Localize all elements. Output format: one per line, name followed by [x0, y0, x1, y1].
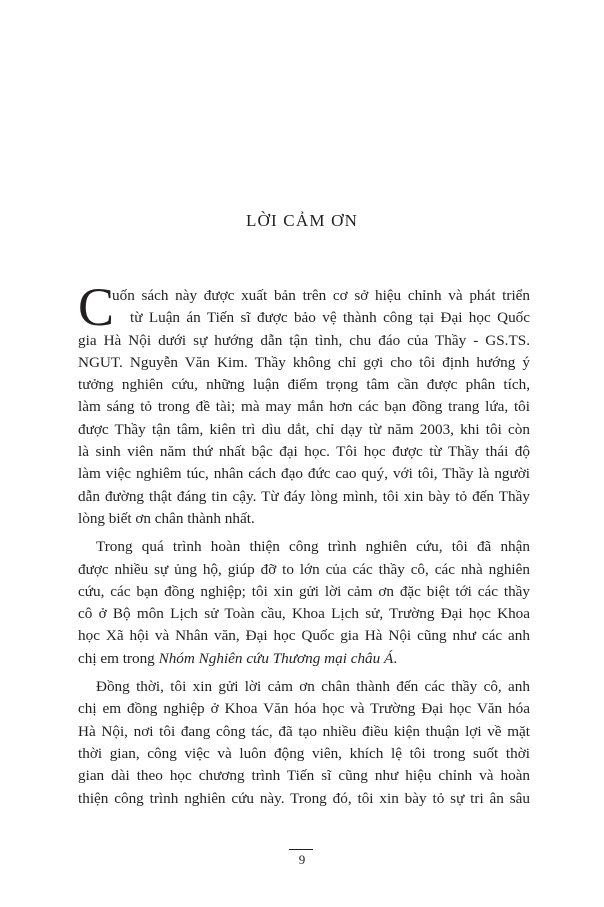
- text-line: Trong quá trình hoàn thiện công trình nghiên cứu, tôi đã nhận: [96, 538, 530, 556]
- text-line: NGUT. Nguyễn Văn Kim. Thầy không chỉ gợi cho tôi định hướng ý: [78, 353, 530, 371]
- paragraph-3: [78, 676, 530, 810]
- text-line: gian dài theo học chương trình Tiến sĩ cũng như hiệu chỉnh và hoàn: [78, 767, 530, 785]
- text-line: chị em đồng nghiệp ở Khoa Văn hóa học và Trường Đại học Văn hóa: [78, 700, 530, 718]
- paragraph-2: [78, 536, 530, 670]
- text-line: là sinh viên năm thứ nhất bậc đại học. Tôi học được từ Thầy thái độ: [78, 443, 530, 461]
- text-line: Đồng thời, tôi xin gửi lời cảm ơn chân thành đến các thầy cô, anh: [96, 678, 530, 696]
- text-line: gia Hà Nội dưới sự hướng dẫn tận tình, chu đáo của Thầy - GS.TS.: [78, 331, 530, 349]
- body-text: [78, 277, 530, 810]
- text-line: cứu, các bạn đồng nghiệp; tôi xin gửi lời cảm ơn đặc biệt tới các thầy: [78, 582, 530, 600]
- text-line: làm sáng tỏ trong đề tài; mà may mắn hơn các bạn đồng trang lứa, tôi: [78, 398, 530, 416]
- drop-cap: C: [78, 277, 115, 337]
- footer-rule: [289, 849, 313, 850]
- page-title: LỜI CẢM ƠN: [245, 211, 359, 230]
- text-line: từ Luận án Tiến sĩ được bảo vệ thành công tại Đại học Quốc: [130, 309, 530, 327]
- text-line: uốn sách này được xuất bản trên cơ sở hiệu chỉnh và phát triển: [112, 287, 530, 304]
- text-line: [78, 648, 530, 670]
- text-line: được nhiều sự ủng hộ, giúp đỡ to lớn của các thầy cô, các nhà nghiên: [78, 560, 530, 578]
- text-line: thiện công trình nghiên cứu này. Trong đó, tôi xin bày tỏ sự tri ân sâu: [78, 789, 530, 807]
- text-line: cô ở Bộ môn Lịch sử Toàn cầu, Khoa Lịch sử, Trường Đại học Khoa: [78, 605, 530, 623]
- text-line: được Thầy tận tâm, kiên trì dìu dắt, chỉ dạy từ năm 2003, khi tôi còn: [78, 420, 530, 438]
- text-line: Hà Nội, nơi tôi đang công tác, đã tạo nhiều điều kiện thuận lợi về mặt: [78, 722, 530, 740]
- text-line: dẫn đường thật đáng tin cậy. Từ đáy lòng mình, tôi xin bày tỏ đến Thầy: [78, 487, 530, 505]
- group-name-italic: Nhóm Nghiên cứu Thương mại châu Á: [158, 649, 394, 667]
- text-line: tưởng nghiên cứu, những luận điểm trọng tâm cần được phân tích,: [78, 376, 530, 394]
- page-number: 9: [298, 852, 306, 867]
- text-fragment: chị em trong: [78, 649, 159, 667]
- text-line: làm việc nghiêm túc, nhân cách đạo đức cao quý, với tôi, Thầy là người: [78, 465, 530, 483]
- text-fragment: .: [393, 649, 398, 667]
- text-line: thời gian, công việc và luôn động viên, khích lệ tôi trong suốt thời: [78, 744, 530, 762]
- paragraph-1: [78, 277, 530, 530]
- text-line: lòng biết ơn chân thành nhất.: [78, 509, 255, 527]
- text-line: học Xã hội và Nhân văn, Đại học Quốc gia Hà Nội cũng như các anh: [78, 627, 530, 645]
